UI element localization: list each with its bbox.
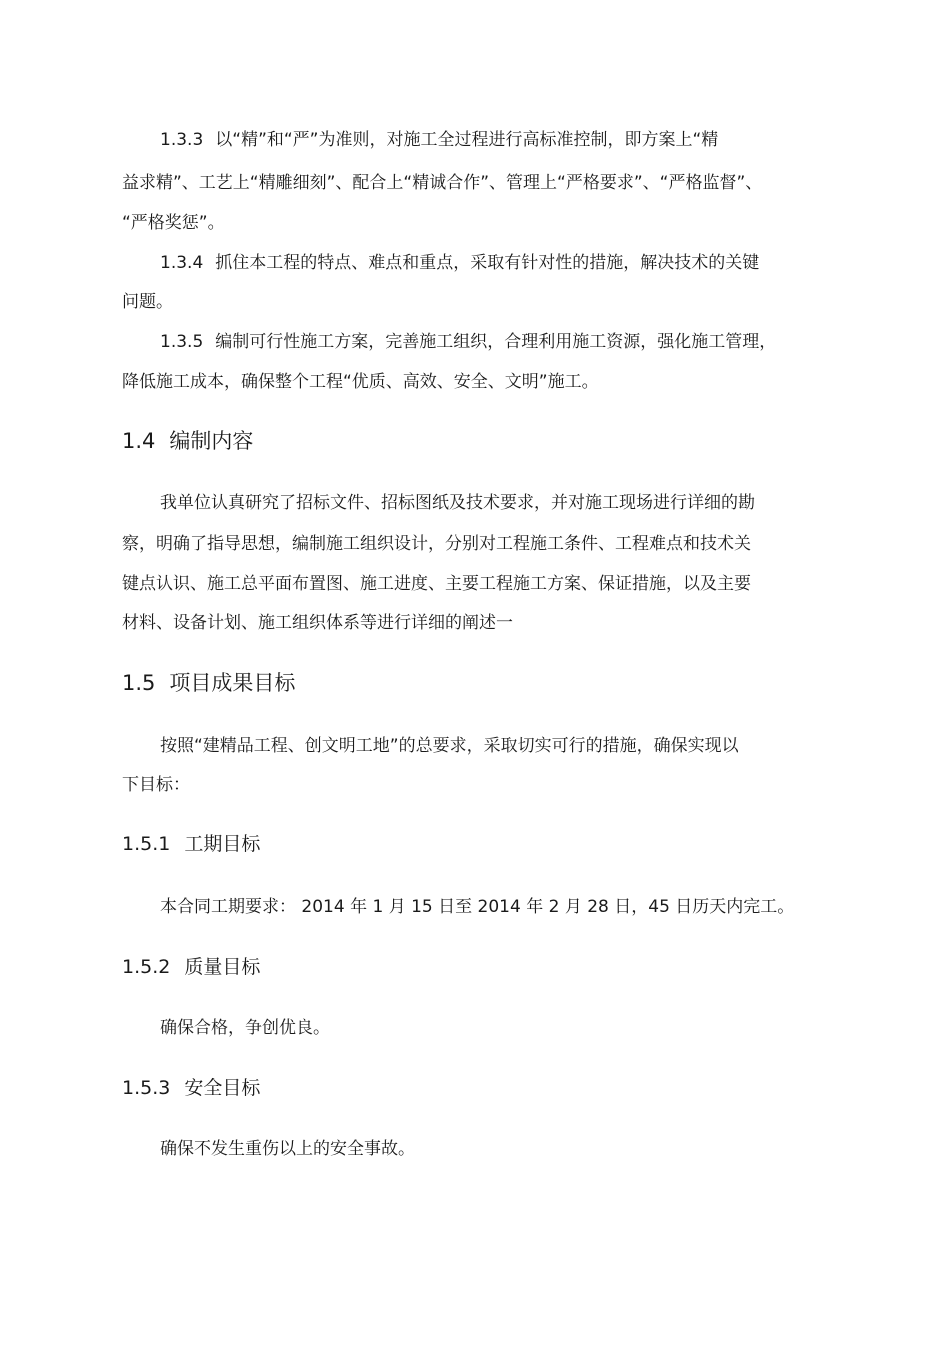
clause-1-3-4-line-2: 问题。 <box>122 292 173 312</box>
clause-1-3-4-line-1 <box>160 252 759 274</box>
paragraph-line: 下目标： <box>122 775 190 795</box>
clause-number: 1.3.3 <box>160 130 204 150</box>
section-heading-1-4 <box>122 428 253 454</box>
section-title: 工期目标 <box>184 833 261 855</box>
section-title: 质量目标 <box>184 956 261 978</box>
clause-number: 1.3.4 <box>160 253 204 273</box>
quality-text: 确保合格，争创优良。 <box>160 1018 330 1038</box>
clause-text: 以“精”和“严”为准则，对施工全过程进行高标准控制，即方案上“精 <box>215 130 719 150</box>
paragraph-line: 按照“建精品工程、创文明工地”的总要求，采取切实可行的措施，确保实现以 <box>160 736 739 756</box>
section-number: 1.5 <box>122 671 156 695</box>
paragraph-line: 察，明确了指导思想，编制施工组织设计，分别对工程施工条件、工程难点和技术关 <box>122 534 751 554</box>
section-title: 安全目标 <box>184 1077 261 1099</box>
section-title: 编制内容 <box>169 429 254 453</box>
section-number: 1.5.1 <box>122 833 171 855</box>
subsection-heading-1-5-2 <box>122 955 260 979</box>
section-number: 1.5.2 <box>122 956 171 978</box>
subsection-heading-1-5-3 <box>122 1076 260 1100</box>
clause-1-3-5-line-2: 降低施工成本，确保整个工程“优质、高效、安全、文明”施工。 <box>122 372 599 392</box>
paragraph-line: 键点认识、施工总平面布置图、施工进度、主要工程施工方案、保证措施，以及主要 <box>122 574 751 594</box>
paragraph-line: 我单位认真研究了招标文件、招标图纸及技术要求，并对施工现场进行详细的勘 <box>160 493 755 513</box>
safety-text: 确保不发生重伤以上的安全事故。 <box>160 1139 415 1159</box>
section-number: 1.5.3 <box>122 1077 171 1099</box>
subsection-heading-1-5-1 <box>122 832 260 856</box>
clause-text: 编制可行性施工方案，完善施工组织，合理利用施工资源，强化施工管理， <box>215 332 777 352</box>
clause-number: 1.3.5 <box>160 332 204 352</box>
section-title: 项目成果目标 <box>169 671 296 695</box>
clause-1-3-3-line-2: 益求精”、工艺上“精雕细刻”、配合上“精诚合作”、管理上“严格要求”、“严格监督”、 <box>122 173 763 193</box>
clause-text: 抓住本工程的特点、难点和重点，采取有针对性的措施，解决技术的关键 <box>215 253 760 273</box>
schedule-text: 本合同工期要求： 2014 年 1 月 15 日至 2014 年 2 月 28 日，45 日历天内完工。 <box>160 897 795 917</box>
clause-1-3-3-line-3: “严格奖惩”。 <box>122 213 225 233</box>
clause-1-3-5-line-1 <box>160 331 776 353</box>
section-number: 1.4 <box>122 429 156 453</box>
section-heading-1-5 <box>122 670 295 696</box>
paragraph-line: 材料、设备计划、施工组织体系等进行详细的阐述一 <box>122 613 513 633</box>
clause-1-3-3-line-1 <box>160 129 718 151</box>
